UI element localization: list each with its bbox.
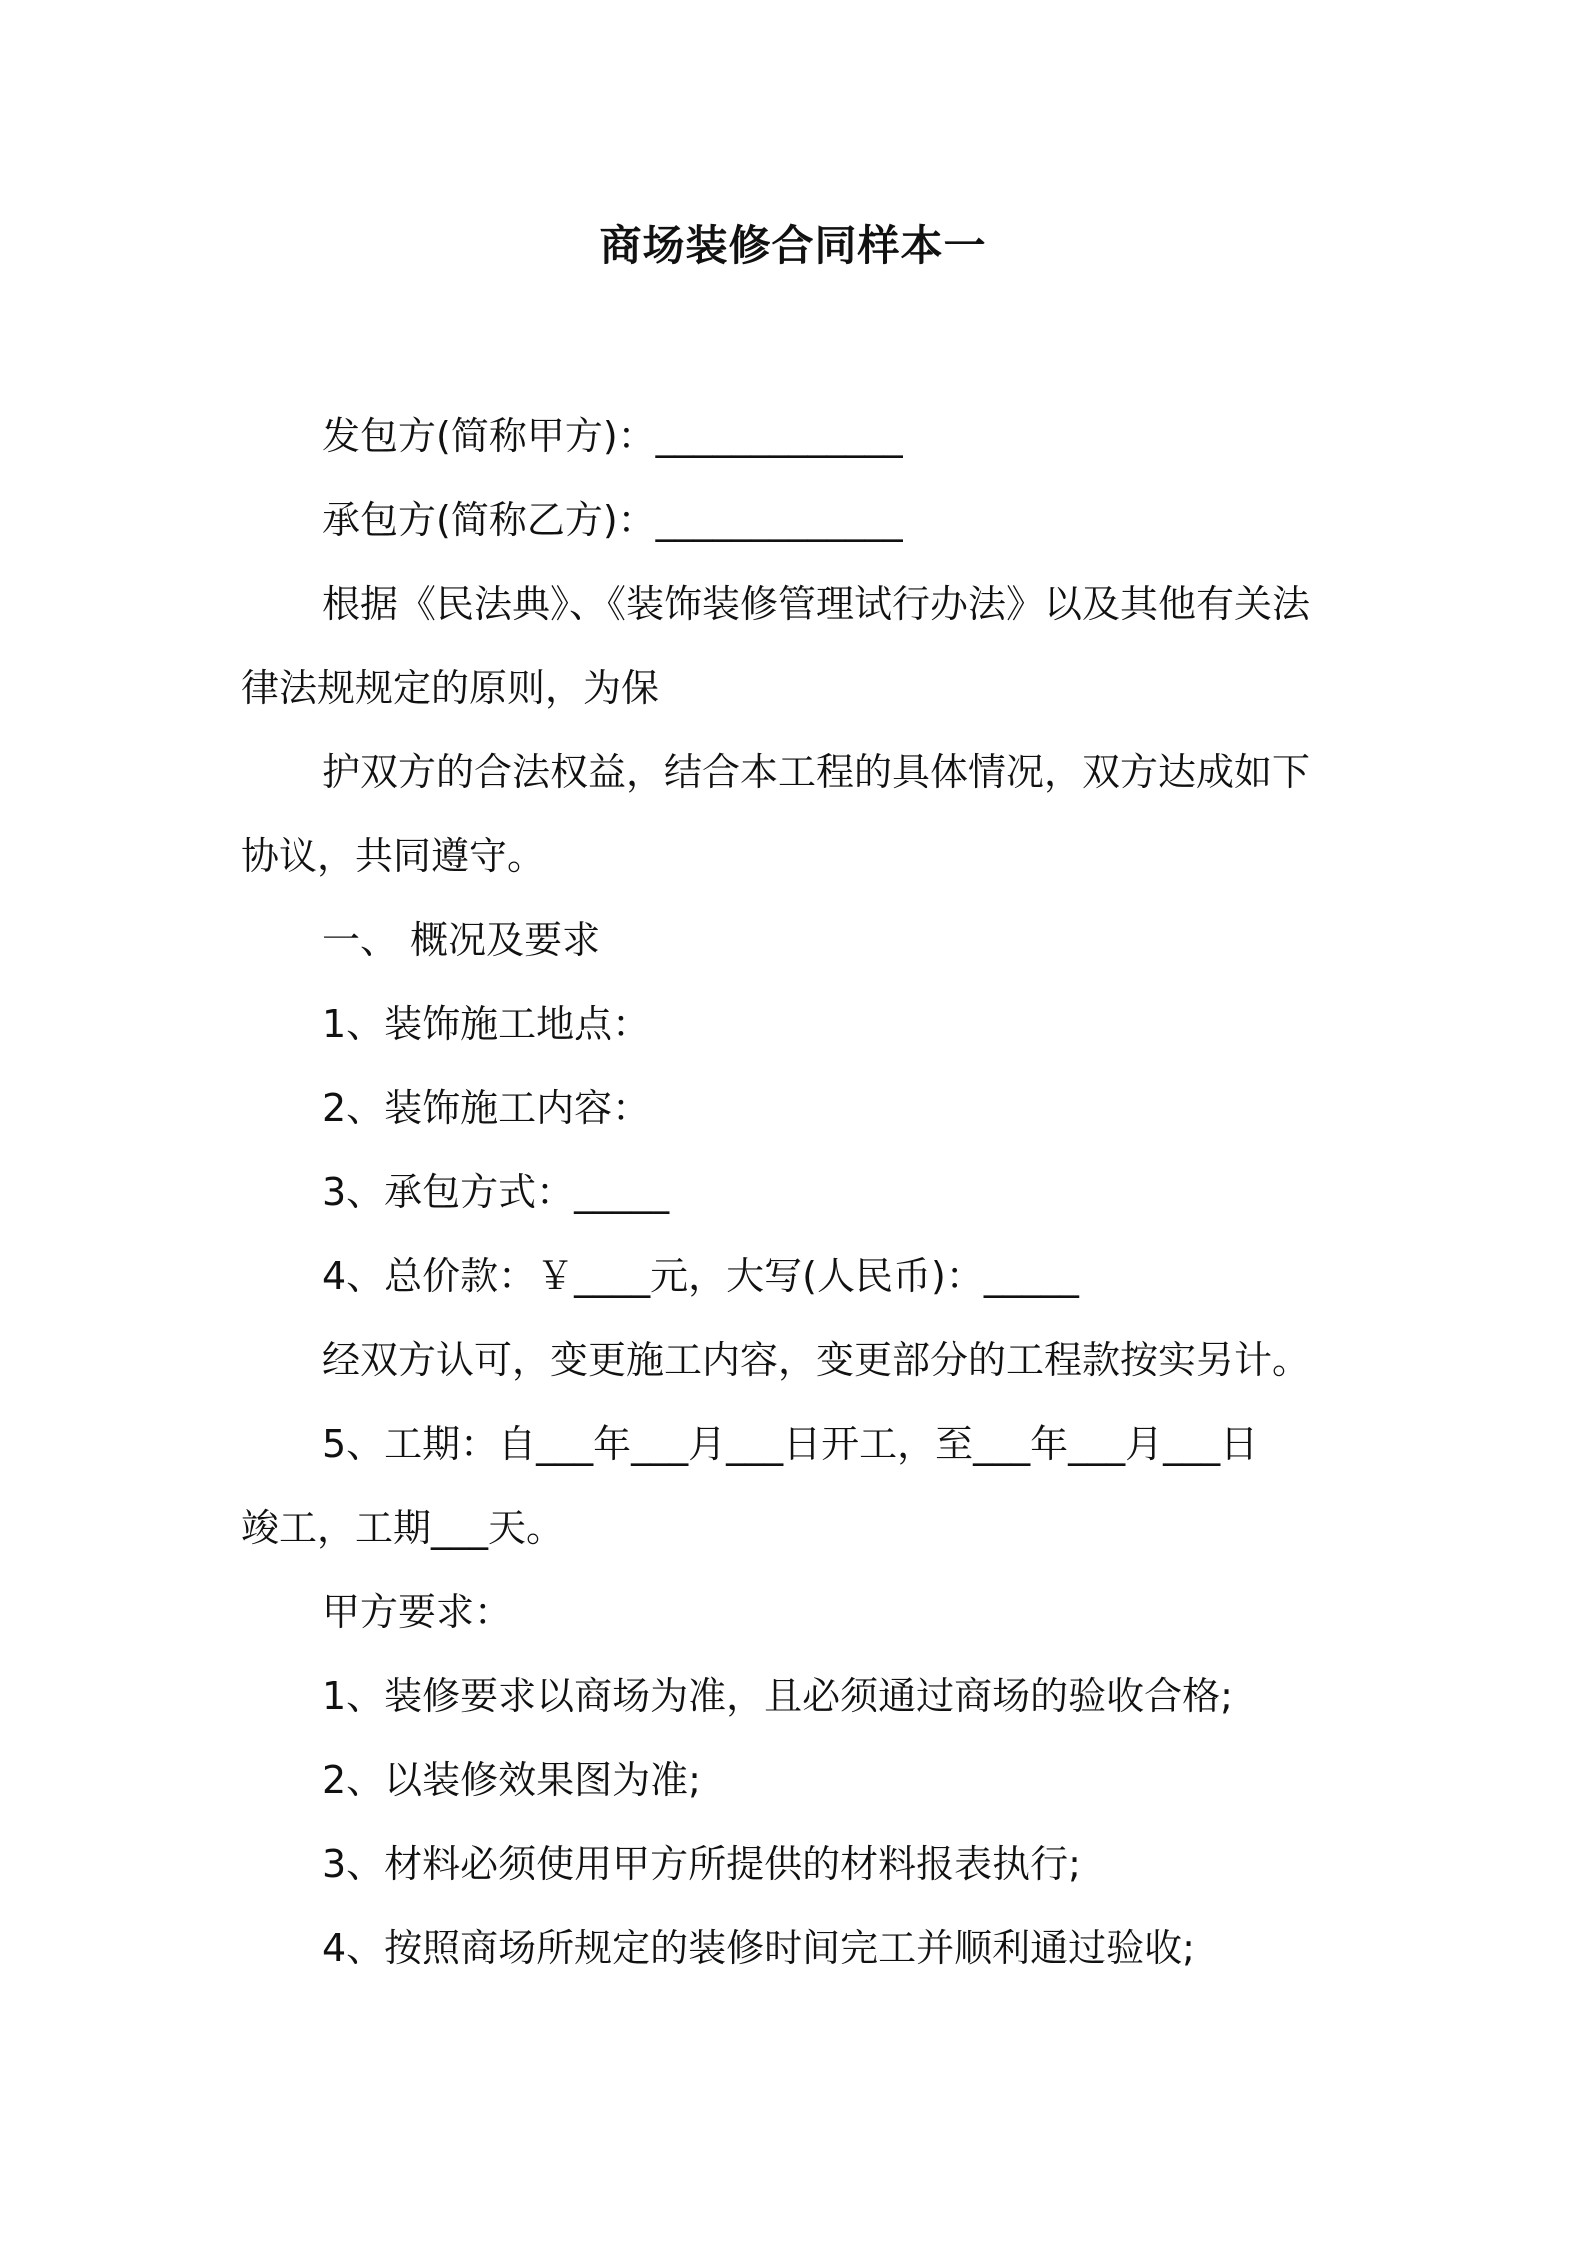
section-heading: 一、 概况及要求	[322, 918, 601, 962]
list-item: 2、装饰施工内容：	[322, 1086, 651, 1130]
list-item: 3、承包方式：_____	[322, 1170, 670, 1214]
party-a-line: 发包方(简称甲方)：_____________	[322, 414, 903, 458]
list-item: 1、装修要求以商场为准，且必须通过商场的验收合格;	[322, 1674, 1233, 1718]
paragraph-line: 经双方认可，变更施工内容，变更部分的工程款按实另计。	[322, 1338, 1311, 1382]
paragraph-line: 协议，共同遵守。	[241, 834, 546, 878]
list-item: 2、以装修效果图为准;	[322, 1758, 701, 1802]
list-item: 5、工期：自___年___月___日开工，至___年___月___日	[322, 1422, 1259, 1466]
paragraph-line: 根据《民法典》、《装饰装修管理试行办法》以及其他有关法	[322, 582, 1311, 626]
document-title: 商场装修合同样本一	[599, 221, 987, 270]
party-b-line: 承包方(简称乙方)：_____________	[322, 498, 903, 542]
list-item: 1、装饰施工地点：	[322, 1002, 651, 1046]
list-item: 3、材料必须使用甲方所提供的材料报表执行;	[322, 1842, 1081, 1886]
list-item: 4、总价款：￥____元，大写(人民币)：_____	[322, 1254, 1079, 1298]
paragraph-line: 竣工，工期___天。	[241, 1506, 565, 1550]
paragraph-line: 律法规规定的原则，为保	[241, 666, 660, 710]
paragraph-line: 护双方的合法权益，结合本工程的具体情况，双方达成如下	[322, 750, 1311, 794]
section-heading: 甲方要求：	[322, 1590, 513, 1634]
list-item: 4、按照商场所规定的装修时间完工并顺利通过验收;	[322, 1926, 1195, 1970]
